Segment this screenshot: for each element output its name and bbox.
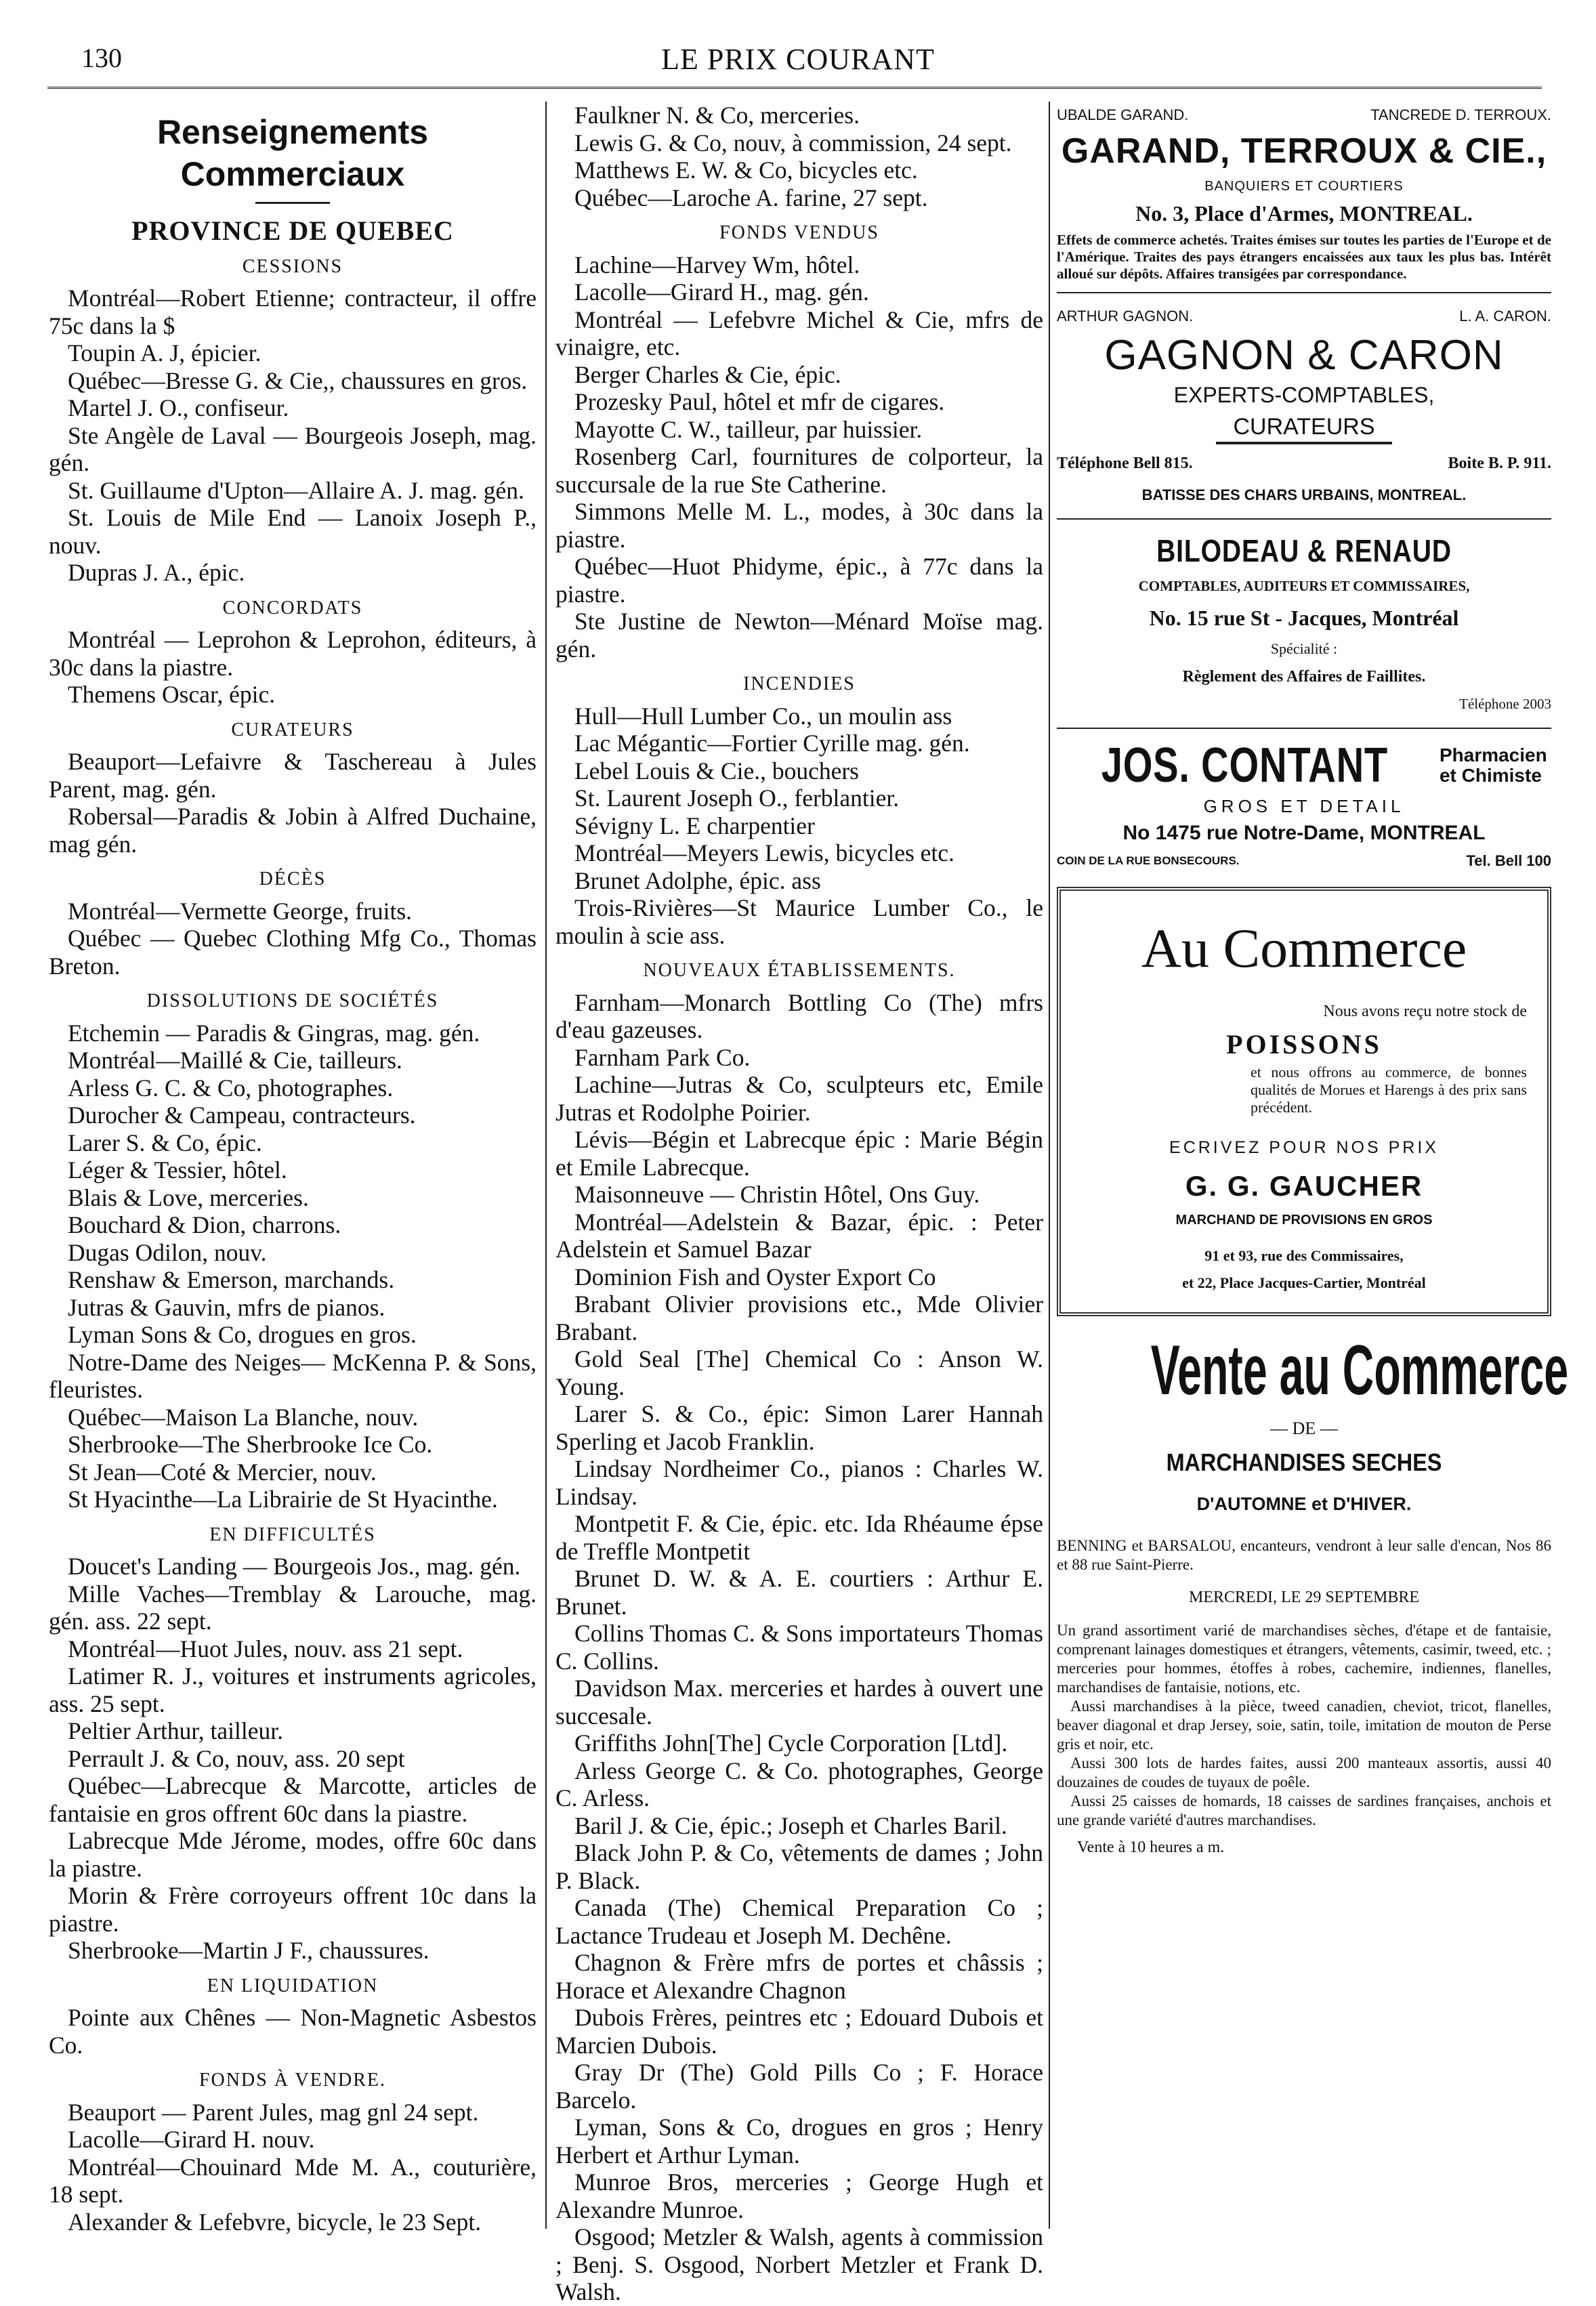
firm-title: et Chimiste — [1439, 764, 1542, 786]
listing-entry: Themens Oscar, épic. — [68, 681, 276, 708]
advert-season: D'AUTOMNE et D'HIVER. — [1196, 1493, 1412, 1514]
firm-phone: Téléphone 2003 — [1459, 696, 1551, 712]
listing-entry: Etchemin — Paradis & Gingras, mag. gén. — [68, 1019, 480, 1047]
listing-entry: Québec—Bresse G. & Cie,, chaussures en gros. — [68, 366, 528, 394]
listing-entry: Matthews E. W. & Co, bicycles etc. — [574, 156, 918, 184]
specialty: Règlement des Affaires de Faillites. — [1182, 667, 1426, 686]
listing-entry: Robersal—Paradis & Jobin à Alfred Duchaine, mag gén. — [49, 803, 537, 858]
listing-entry: Simmons Melle M. L., modes, à 30c dans la piastre. — [555, 498, 1043, 553]
column-2-sections — [555, 102, 1043, 2306]
partner-name: ARTHUR GAGNON. — [1057, 307, 1194, 324]
listing-entry: Blais & Love, merceries. — [68, 1183, 309, 1211]
listing-entry: Beauport — Parent Jules, mag gnl 24 sept. — [68, 2098, 479, 2126]
listing-entry: Toupin A. J, épicier. — [68, 339, 261, 366]
advert-date: MERCREDI, LE 29 SEPTEMBRE — [1188, 1589, 1420, 1606]
section-heading: FONDS À VENDRE. — [198, 2070, 387, 2091]
header-rule — [47, 87, 1542, 93]
merchant-address: 91 et 93, rue des Commissaires, — [1204, 1246, 1404, 1264]
advert-paragraph: Aussi 25 caisses de homards, 18 caisses de sardines françaises, anchois et une grande variété d'autres marchandises. — [1057, 1792, 1551, 1828]
listing-entry: Munroe Bros, merceries ; George Hugh et Alexandre Munroe. — [555, 2168, 1043, 2223]
listing-entry: Sévigny L. E charpentier — [574, 812, 815, 839]
listing-entry: Sherbrooke—The Sherbrooke Ice Co. — [68, 1431, 433, 1458]
listing-entry: Prozesky Paul, hôtel et mfr de cigares. — [574, 388, 945, 415]
listing-entry: Lacolle—Girard H. nouv. — [68, 2126, 315, 2153]
section-heading: NOUVEAUX ÉTABLISSEMENTS. — [643, 960, 956, 981]
section-heading: INCENDIES — [743, 673, 856, 694]
listing-entry: Bouchard & Dion, charrons. — [68, 1211, 341, 1238]
listing-entry: Labrecque Mde Jérome, modes, offre 60c dans la piastre. — [49, 1827, 537, 1882]
listing-entry: Lebel Louis & Cie., bouchers — [574, 757, 859, 784]
listing-entry: Montréal — Lefebvre Michel & Cie, mfrs de vinaigre, etc. — [555, 306, 1043, 360]
firm-name: GARAND, TERROUX & CIE., — [1061, 131, 1547, 171]
column-3-ads — [1057, 102, 1569, 1861]
advert-divider — [1057, 292, 1551, 293]
listing-entry: Martel J. O., confiseur. — [68, 394, 289, 421]
gagnon-advert — [1057, 303, 1551, 509]
column-divider — [1049, 102, 1050, 2229]
listing-entry: Rosenberg Carl, fournitures de colporteur, la succursale de la rue Ste Catherine. — [555, 443, 1043, 498]
listing-entry: St Hyacinthe—La Librairie de St Hyacinthe. — [68, 1486, 498, 1513]
listing-entry: Larer S. & Co, épic. — [68, 1129, 262, 1156]
listing-entry: Brabant Olivier provisions etc., Mde Olivier Brabant. — [555, 1291, 1043, 1345]
advert-intro: BENNING et BARSALOU, encanteurs, vendront à leur salle d'encan, Nos 86 et 88 rue Saint-Pierre. — [1057, 1537, 1551, 1573]
listing-entry: Farnham Park Co. — [574, 1043, 751, 1071]
listing-entry: Montréal—Adelstein & Bazar, épic. : Peter Adelstein et Samuel Bazar — [555, 1208, 1043, 1263]
advert-line: Nous avons reçu notre stock de — [1323, 1003, 1527, 1020]
listing-entry: Black John P. & Co, vêtements de dames ; John P. Black. — [555, 1839, 1043, 1894]
advert-body: et nous offrons au commerce, de bonnes qualités de Morues et Harengs à des prix sans précédent. — [1251, 1064, 1527, 1116]
listing-entry: Chagnon & Frère mfrs de portes et châssis ; Horace et Alexandre Chagnon — [555, 1949, 1043, 2004]
listing-entry: Montréal—Maillé & Cie, tailleurs. — [68, 1047, 402, 1074]
firm-subtitle: BANQUIERS ET COURTIERS — [1204, 178, 1404, 194]
section-title: Renseignements Commerciaux — [156, 113, 429, 193]
section-heading: EN DIFFICULTÉS — [209, 1524, 376, 1545]
column-1-sections — [49, 253, 537, 2236]
section-heading: DÉCÈS — [259, 868, 327, 889]
listing-entry: Brunet Adolphe, épic. ass — [574, 866, 821, 894]
listing-entry: Montpetit F. & Cie, épic. etc. Ida Rhéaume épse de Treffle Montpetit — [555, 1510, 1043, 1565]
listing-entry: Mille Vaches—Tremblay & Larouche, mag. gén. ass. 22 sept. — [49, 1580, 537, 1635]
listing-entry: Montréal—Robert Etienne; contracteur, il offre 75c dans la $ — [49, 285, 537, 339]
listing-entry: Davidson Max. merceries et hardes à ouvert une succesale. — [555, 1675, 1043, 1730]
vente-advert — [1057, 1330, 1569, 1862]
listing-entry: Gold Seal [The] Chemical Co : Anson W. Young. — [555, 1345, 1043, 1400]
trade-line: GROS ET DETAIL — [1203, 795, 1405, 816]
listing-entry: Arless G. C. & Co, photographes. — [68, 1074, 394, 1102]
advert-cta: ECRIVEZ POUR NOS PRIX — [1169, 1138, 1439, 1157]
listing-entry: Dominion Fish and Oyster Export Co — [574, 1263, 936, 1291]
firm-phone: Tel. Bell 100 — [1466, 852, 1551, 869]
listing-entry: Morin & Frère corroyeurs offrent 10c dans la piastre. — [49, 1882, 537, 1937]
firm-description: Effets de commerce achetés. Traites émises sur toutes les parties de l'Europe et de l'Amérique. Traites des pays étrangers encaissées aux taux les plus bas. Intérêt alloué sur dépôts. Affaires transigées par correspondance. — [1057, 231, 1551, 282]
specialty-label: Spécialité : — [1270, 640, 1338, 657]
listing-entry: Collins Thomas C. & Sons importateurs Thomas C. Collins. — [555, 1620, 1043, 1675]
listing-entry: Québec—Labrecque & Marcotte, articles de fantaisie en gros offrent 60c dans la piastre. — [49, 1772, 537, 1827]
listing-entry: Lyman, Sons & Co, drogues en gros ; Henry Herbert et Arthur Lyman. — [555, 2114, 1043, 2168]
listing-entry: Lévis—Bégin et Labrecque épic : Marie Bégin et Emile Labrecque. — [555, 1126, 1043, 1181]
listing-entry: Québec—Laroche A. farine, 27 sept. — [574, 184, 928, 211]
section-heading: DISSOLUTIONS DE SOCIÉTÉS — [146, 990, 439, 1011]
listing-entry: Lindsay Nordheimer Co., pianos : Charles W. Lindsay. — [555, 1455, 1043, 1510]
partner-name: L. A. CARON. — [1459, 307, 1551, 324]
listing-entry: Lacolle—Girard H., mag. gén. — [574, 278, 869, 306]
advert-subtitle: MARCHANDISES SECHES — [1166, 1448, 1442, 1476]
contant-advert — [1057, 738, 1551, 875]
column-2 — [555, 102, 1043, 2306]
listing-entry: Ste Justine de Newton—Ménard Moïse mag. gén. — [555, 608, 1043, 663]
firm-name: BILODEAU & RENAUD — [1156, 533, 1452, 568]
firm-title: Pharmacien — [1439, 744, 1547, 766]
firm-name: JOS. CONTANT — [1101, 738, 1389, 793]
listing-entry: Lachine—Jutras & Co, sculpteurs etc, Emile Jutras et Rodolphe Poirier. — [555, 1071, 1043, 1126]
listing-entry: Latimer R. J., voitures et instruments agricoles, ass. 25 sept. — [49, 1662, 537, 1717]
column-divider — [545, 102, 547, 2229]
firm-name: GAGNON & CARON — [1104, 332, 1504, 379]
listing-entry: Gray Dr (The) Gold Pills Co ; F. Horace Barcelo. — [555, 2059, 1043, 2114]
advert-divider — [1057, 518, 1551, 520]
listing-entry: Hull—Hull Lumber Co., un moulin ass — [574, 702, 952, 730]
bilodeau-advert — [1057, 529, 1551, 718]
listing-entry: Québec—Huot Phidyme, épic., à 77c dans la piastre. — [555, 553, 1043, 608]
firm-address: No 1475 rue Notre-Dame, MONTREAL — [1122, 822, 1486, 844]
page-number: 130 — [81, 43, 122, 73]
merchant-name: G. G. GAUCHER — [1185, 1169, 1423, 1202]
listing-entry: Perrault J. & Co, nouv, ass. 20 sept — [68, 1744, 405, 1772]
listing-entry: Larer S. & Co., épic: Simon Larer Hannah Sperling et Jacob Franklin. — [555, 1400, 1043, 1455]
listing-entry: Brunet D. W. & A. E. courtiers : Arthur E. Brunet. — [555, 1565, 1043, 1620]
listing-entry: St. Laurent Joseph O., ferblantier. — [574, 784, 900, 812]
advert-closing: Vente à 10 heures a m. — [1077, 1838, 1225, 1856]
province-heading: PROVINCE DE QUEBEC — [131, 215, 454, 246]
advert-de: — DE — — [1270, 1418, 1338, 1438]
listing-entry: Montréal—Chouinard Mde M. A., couturière, 18 sept. — [49, 2153, 537, 2208]
listing-entry: Osgood; Metzler & Walsh, agents à commission ; Benj. S. Osgood, Norbert Metzler et Frank D. Walsh. — [555, 2223, 1043, 2305]
firm-roles: COMPTABLES, AUDITEURS ET COMMISSAIRES, — [1138, 578, 1470, 594]
listing-entry: Lachine—Harvey Wm, hôtel. — [574, 251, 860, 278]
firm-role: CURATEURS — [1233, 413, 1375, 440]
listing-entry: Baril J. & Cie, épic.; Joseph et Charles Baril. — [574, 1811, 1007, 1839]
listing-entry: Alexander & Lefebvre, bicycle, le 23 Sept. — [68, 2208, 482, 2236]
listing-entry: Dugas Odilon, nouv. — [68, 1238, 267, 1266]
listing-entry: Farnham—Monarch Bottling Co (The) mfrs d'eau gazeuses. — [555, 988, 1043, 1043]
listing-entry: Québec — Quebec Clothing Mfg Co., Thomas Breton. — [49, 925, 537, 980]
advert-paragraph: Un grand assortiment varié de marchandises sèches, d'étape et de fantaisie, comprenant lainages domestiques et étrangers, vêtements, casimir, tweed, etc. ; merceries pour hommes, étoffes à robes, cachemire, indiennes, flanelles, marchandises de fantaisie, notions, etc. — [1057, 1621, 1551, 1696]
listing-entry: Doucet's Landing — Bourgeois Jos., mag. gén. — [68, 1553, 521, 1580]
listing-entry: Peltier Arthur, tailleur. — [68, 1717, 284, 1744]
partner-name: TANCREDE D. TERROUX. — [1370, 106, 1551, 123]
listing-entry: Lewis G. & Co, nouv, à commission, 24 sept. — [574, 129, 1012, 156]
section-heading: CONCORDATS — [222, 597, 363, 619]
partner-name: UBALDE GARAND. — [1057, 106, 1189, 123]
advert-divider — [1057, 728, 1551, 729]
firm-address: BATISSE DES CHARS URBAINS, MONTREAL. — [1141, 486, 1467, 503]
au-commerce-advert — [1057, 887, 1551, 1316]
listing-entry: Ste Angèle de Laval — Bourgeois Joseph, mag. gén. — [49, 421, 537, 476]
listing-entry: Québec—Maison La Blanche, nouv. — [68, 1403, 419, 1431]
listing-entry: Faulkner N. & Co, merceries. — [574, 102, 860, 129]
section-heading: CURATEURS — [231, 719, 354, 740]
merchant-desc: MARCHAND DE PROVISIONS EN GROS — [1175, 1213, 1433, 1228]
listing-entry: Renshaw & Emerson, marchands. — [68, 1266, 395, 1293]
listing-entry: Maisonneuve — Christin Hôtel, Ons Guy. — [574, 1181, 980, 1208]
listing-entry: Sherbrooke—Martin J F., chaussures. — [68, 1937, 429, 1964]
ornament-rule — [1216, 442, 1392, 444]
advert-title: Vente au Commerce — [1150, 1330, 1569, 1410]
listing-entry: Mayotte C. W., tailleur, par huissier. — [574, 415, 923, 443]
listing-entry: St Jean—Coté & Mercier, nouv. — [68, 1458, 377, 1486]
listing-entry: Montréal—Huot Jules, nouv. ass 21 sept. — [68, 1635, 463, 1662]
listing-entry: Beauport—Lefaivre & Taschereau à Jules Parent, mag. gén. — [49, 748, 537, 803]
section-heading: FONDS VENDUS — [719, 222, 879, 243]
advert-paragraph: Aussi 300 lots de hardes faites, aussi 200 manteaux assortis, aussi 40 douzaines de coudes de tuyaux de poêle. — [1057, 1754, 1551, 1790]
firm-role: EXPERTS-COMPTABLES, — [1173, 383, 1435, 407]
listing-entry: Canada (The) Chemical Preparation Co ; Lactance Trudeau et Joseph M. Dechêne. — [555, 1894, 1043, 1949]
listing-entry: Léger & Tessier, hôtel. — [68, 1156, 287, 1183]
firm-phone: Téléphone Bell 815. — [1057, 455, 1193, 472]
firm-address: No. 15 rue St - Jacques, Montréal — [1149, 605, 1459, 630]
firm-address: No. 3, Place d'Armes, MONTREAL. — [1135, 201, 1473, 226]
title-rule — [255, 202, 330, 204]
advert-paragraph: Aussi marchandises à la pièce, tweed canadien, cheviot, tricot, flanelles, beaver diagonal et drap Jersey, soie, satin, toile, imitation de mouton de Perse gris et noir, etc. — [1057, 1697, 1551, 1753]
listing-entry: Durocher & Campeau, contracteurs. — [68, 1102, 416, 1129]
listing-entry: Lyman Sons & Co, drogues en gros. — [68, 1321, 417, 1348]
listing-entry: St. Guillaume d'Upton—Allaire A. J. mag. gén. — [68, 476, 524, 504]
listing-entry: Griffiths John[The] Cycle Corporation [Ltd]. — [574, 1730, 1008, 1757]
listing-entry: Dubois Frères, peintres etc ; Edouard Dubois et Marcien Dubois. — [555, 2004, 1043, 2059]
column-1 — [49, 102, 537, 2236]
section-heading: CESSIONS — [242, 255, 343, 277]
merchant-address: et 22, Place Jacques-Cartier, Montréal — [1182, 1274, 1426, 1291]
listing-entry: Montréal—Vermette George, fruits. — [68, 897, 413, 925]
running-title: LE PRIX COURANT — [661, 43, 935, 76]
garand-advert — [1057, 102, 1551, 282]
listing-entry: Montréal — Leprohon & Leprohon, éditeurs, à 30c dans la piastre. — [49, 626, 537, 681]
listing-entry: Trois-Rivières—St Maurice Lumber Co., le moulin à scie ass. — [555, 894, 1043, 949]
listing-entry: Dupras J. A., épic. — [68, 559, 245, 586]
listing-entry: Arless George C. & Co. photographes, George C. Arless. — [555, 1757, 1043, 1811]
listing-entry: Montréal—Meyers Lewis, bicycles etc. — [574, 839, 954, 866]
listing-entry: Jutras & Gauvin, mfrs de pianos. — [68, 1293, 385, 1321]
advert-product: POISSONS — [1226, 1028, 1382, 1060]
listing-entry: Notre-Dame des Neiges— McKenna P. & Sons, fleuristes. — [49, 1348, 537, 1403]
firm-corner: COIN DE LA RUE BONSECOURS. — [1057, 854, 1240, 867]
firm-box: Boite B. P. 911. — [1448, 455, 1551, 472]
listing-entry: Berger Charles & Cie, épic. — [574, 360, 841, 388]
listing-entry: Lac Mégantic—Fortier Cyrille mag. gén. — [574, 730, 970, 757]
listing-entry: Pointe aux Chênes — Non-Magnetic Asbestos Co. — [49, 2004, 537, 2059]
listing-entry: St. Louis de Mile End — Lanoix Joseph P., nouv. — [49, 504, 537, 559]
advert-title: Au Commerce — [1141, 917, 1467, 979]
section-heading: EN LIQUIDATION — [207, 1975, 379, 1996]
